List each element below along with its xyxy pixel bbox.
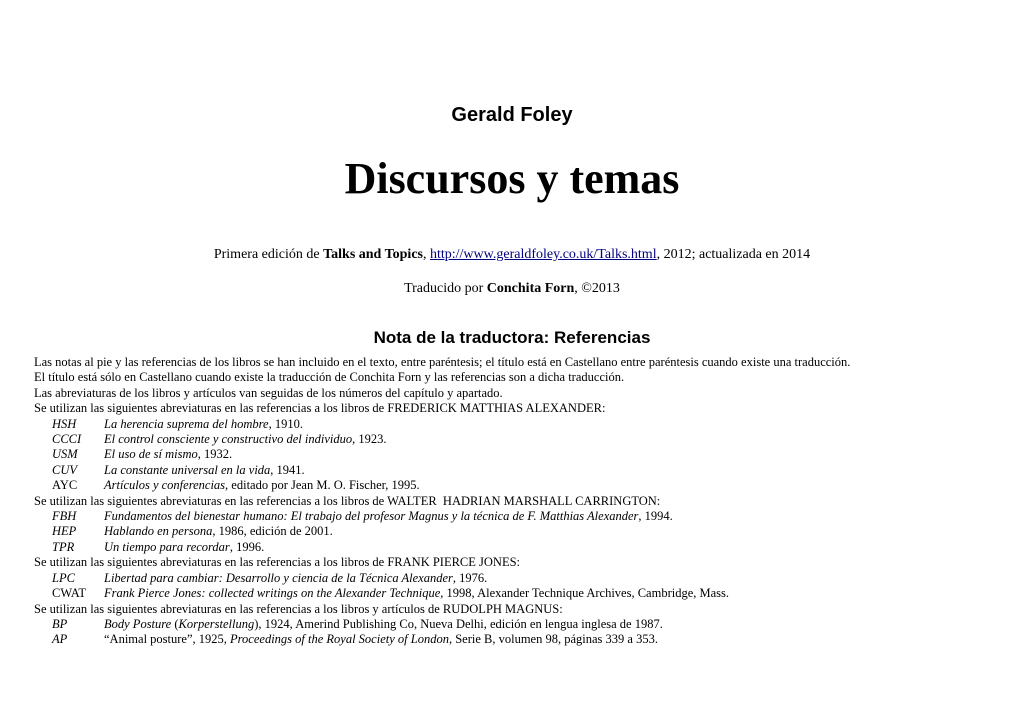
ref-work: El control consciente y constructivo del individuo	[104, 432, 353, 447]
reference-item	[34, 524, 994, 539]
reference-item	[34, 447, 994, 462]
ref-abbr: CWAT	[52, 586, 87, 601]
document-title: Discursos y temas	[344, 154, 680, 203]
ref-rest: ), 1924, Amerind Publishing Co, Nueva Delhi, edición en lengua inglesa de 1987.	[254, 616, 663, 631]
ref-abbr: CUV	[52, 462, 77, 477]
ref-rest: , 1996.	[229, 539, 265, 554]
ref-rest: , 1998, Alexander Technique Archives, Cambridge, Mass.	[440, 586, 730, 601]
source-link[interactable]: http://www.geraldfoley.co.uk/Talks.html	[429, 247, 657, 262]
reference-item	[34, 586, 994, 601]
source-title: Talks and Topics	[323, 247, 423, 262]
edition-prefix: Primera edición de	[213, 247, 324, 262]
ref-abbr: AYC	[52, 478, 78, 493]
ref-work: La herencia suprema del hombre	[104, 416, 269, 431]
reference-item	[34, 417, 994, 432]
reference-item	[34, 509, 994, 524]
ref-rest: , 1976.	[452, 570, 488, 585]
ref-rest: , 1994.	[638, 509, 673, 524]
ref-work: Libertad para cambiar: Desarrollo y ciencia de la Técnica Alexander	[104, 570, 453, 585]
translator-name: Conchita Forn	[486, 281, 575, 296]
ref-work: Frank Pierce Jones: collected writings on the Alexander Technique	[104, 586, 441, 601]
ref-rest: , 1932.	[197, 447, 233, 462]
reference-item	[34, 463, 994, 478]
edition-sep: ,	[422, 247, 430, 262]
ref-abbr: AP	[52, 632, 68, 647]
reference-item	[34, 632, 994, 647]
references-body	[34, 355, 994, 648]
group-heading-magnus: Se utilizan las siguientes abreviaturas en las referencias a los libros y artículos de RUDOLPH MAGNUS:	[34, 601, 563, 616]
group-heading-jones: Se utilizan las siguientes abreviaturas en las referencias a los libros de FRANK PIERCE JONES:	[34, 555, 521, 570]
ref-work: Fundamentos del bienestar humano: El trabajo del profesor Magnus y la técnica de F. Matthias Alexander	[104, 509, 639, 524]
ref-rest: , 1986, edición de 2001.	[212, 524, 333, 539]
translation-line	[0, 281, 1024, 297]
ref-abbr: HSH	[52, 416, 77, 431]
ref-rest: , editado por Jean M. O. Fischer, 1995.	[225, 478, 420, 493]
edition-suffix: , 2012; actualizada en 2014	[656, 247, 811, 262]
ref-rest: , Serie B, volumen 98, páginas 339 a 353.	[448, 632, 658, 647]
reference-item	[34, 478, 994, 493]
ref-abbr: BP	[52, 616, 68, 631]
intro-line: Las abreviaturas de los libros y artículos van seguidas de los números del capítulo y apartado.	[34, 385, 503, 400]
intro-line: El título está sólo en Castellano cuando existe la traducción de Conchita Forn y las referencias son a dicha traducción.	[34, 370, 625, 385]
ref-abbr: LPC	[52, 570, 75, 585]
author-name: Gerald Foley	[451, 104, 573, 126]
ref-abbr: USM	[52, 447, 78, 462]
translation-prefix: Traducido por	[404, 281, 487, 296]
reference-item	[34, 571, 994, 586]
ref-rest: , 1910.	[268, 416, 303, 431]
ref-pre: “Animal posture”, 1925,	[104, 632, 231, 647]
ref-work: Hablando en persona	[104, 524, 213, 539]
group-heading-carrington: Se utilizan las siguientes abreviaturas en las referencias a los libros de WALTER HADRIAN MARSHALL CARRINGTON:	[34, 493, 661, 508]
ref-work-original: Korperstellung	[178, 616, 255, 631]
ref-work: Artículos y conferencias	[104, 478, 226, 493]
note-heading: Nota de la traductora: Referencias	[373, 328, 651, 347]
ref-abbr: FBH	[52, 509, 77, 524]
edition-line	[0, 247, 1024, 263]
ref-rest: , 1923.	[352, 432, 387, 447]
intro-line: Las notas al pie y las referencias de los libros se han incluido en el texto, entre paréntesis; el título está en Castellano entre paréntesis cuando existe una traducción.	[34, 355, 851, 369]
ref-work: Proceedings of the Royal Society of London	[230, 632, 449, 647]
group-heading-alexander: Se utilizan las siguientes abreviaturas en las referencias a los libros de FREDERICK MATTHIAS ALEXANDER:	[34, 401, 606, 416]
ref-abbr: CCCI	[52, 432, 82, 447]
ref-abbr: TPR	[52, 539, 75, 554]
ref-rest: , 1941.	[270, 462, 305, 477]
reference-item	[34, 617, 994, 632]
reference-item	[34, 432, 994, 447]
ref-mid: (	[171, 616, 179, 631]
ref-work: El uso de sí mismo	[104, 447, 198, 462]
ref-work: Body Posture	[104, 616, 172, 631]
ref-abbr: HEP	[52, 524, 77, 539]
ref-work: La constante universal en la vida	[104, 462, 271, 477]
ref-work: Un tiempo para recordar	[104, 539, 230, 554]
translation-suffix: , ©2013	[574, 281, 620, 296]
reference-item	[34, 540, 994, 555]
